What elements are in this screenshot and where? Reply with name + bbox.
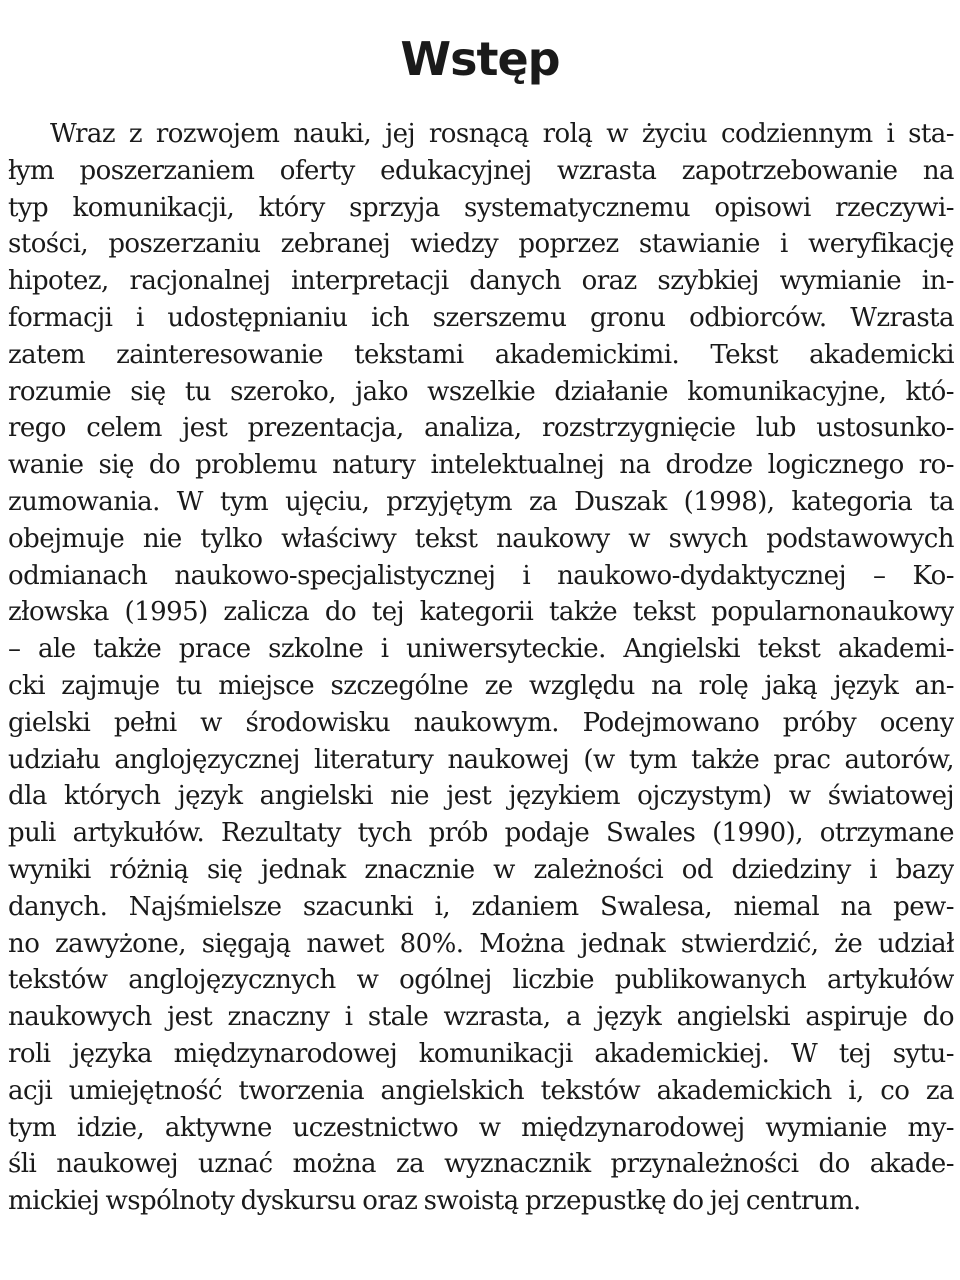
paragraph-line: rego celem jest prezentacja, analiza, rozstrzygnięcie lub ustosunko- <box>8 413 954 444</box>
paragraph-line: obejmuje nie tylko właściwy tekst naukowy w swych podstawowych <box>8 523 954 554</box>
paragraph-line: udziału anglojęzycznej literatury naukowej (w tym także prac autorów, <box>8 744 954 775</box>
paragraph-line: gielski pełni w środowisku naukowym. Podejmowano próby oceny <box>8 707 954 738</box>
paragraph-line: odmianach naukowo-specjalistycznej i naukowo-dydaktycznej – Ko- <box>8 560 954 591</box>
paragraph-line: cki zajmuje tu miejsce szczególne ze względu na rolę jaką język an- <box>8 670 954 701</box>
paragraph-line: łym poszerzaniem oferty edukacyjnej wzrasta zapotrzebowanie na <box>8 155 954 186</box>
paragraph-line: roli języka międzynarodowej komunikacji akademickiej. W tej sytu- <box>8 1038 954 1069</box>
paragraph-line: wyniki różnią się jednak znacznie w zależności od dziedziny i bazy <box>8 854 954 885</box>
paragraph-line: mickiej wspólnoty dyskursu oraz swoistą przepustkę do jej centrum. <box>8 1186 861 1217</box>
paragraph-line: stości, poszerzaniu zebranej wiedzy poprzez stawianie i weryfikację <box>8 229 954 260</box>
paragraph-line: wanie się do problemu natury intelektualnej na drodze logicznego ro- <box>8 450 954 481</box>
paragraph-line: formacji i udostępnianiu ich szerszemu gronu odbiorców. Wzrasta <box>8 302 954 333</box>
paragraph-line: danych. Najśmielsze szacunki i, zdaniem Swalesa, niemal na pew- <box>8 891 954 922</box>
paragraph-line: puli artykułów. Rezultaty tych prób podaje Swales (1990), otrzymane <box>8 818 954 849</box>
paragraph-line: tekstów anglojęzycznych w ogólnej liczbie publikowanych artykułów <box>8 965 954 996</box>
paragraph-line: naukowych jest znaczny i stale wzrasta, a język angielski aspiruje do <box>8 1002 954 1033</box>
paragraph-line: rozumie się tu szeroko, jako wszelkie działanie komunikacyjne, któ- <box>8 376 954 407</box>
paragraph-line: typ komunikacji, który sprzyja systematycznemu opisowi rzeczywi- <box>8 192 954 223</box>
paragraph-line: hipotez, racjonalnej interpretacji danych oraz szybkiej wymianie in- <box>8 266 954 297</box>
paragraph-line: Wraz z rozwojem nauki, jej rosnącą rolą w życiu codziennym i sta- <box>50 119 954 149</box>
paragraph-line: zatem zainteresowanie tekstami akademickimi. Tekst akademicki <box>8 339 954 370</box>
paragraph-line: acji umiejętność tworzenia angielskich tekstów akademickich i, co za <box>8 1075 954 1106</box>
paragraph-line: zumowania. W tym ujęciu, przyjętym za Duszak (1998), kategoria ta <box>8 486 954 517</box>
page-title: Wstęp <box>400 31 560 86</box>
body-paragraph <box>8 116 954 1220</box>
paragraph-line: śli naukowej uznać można za wyznacznik przynależności do akade- <box>8 1149 954 1180</box>
paragraph-line: dla których język angielski nie jest językiem ojczystym) w światowej <box>8 781 954 812</box>
paragraph-line: tym idzie, aktywne uczestnictwo w międzynarodowej wymianie my- <box>8 1112 954 1143</box>
paragraph-line: no zawyżone, sięgają nawet 80%. Można jednak stwierdzić, że udział <box>8 928 954 959</box>
paragraph-line: złowska (1995) zalicza do tej kategorii także tekst popularnonaukowy <box>8 597 954 628</box>
paragraph-line: – ale także prace szkolne i uniwersyteckie. Angielski tekst akademi- <box>8 634 954 665</box>
